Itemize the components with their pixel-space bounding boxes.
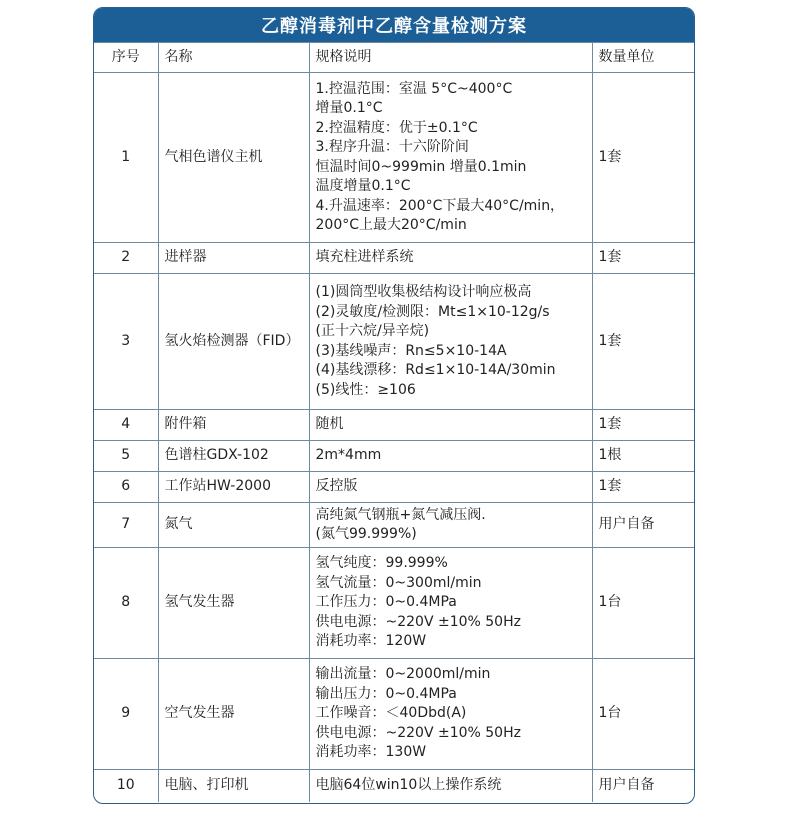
row-no: 6 bbox=[94, 472, 158, 503]
row-qty: 1套 bbox=[592, 472, 695, 503]
spec-line: 4.升温速率：200°C下最大40°C/min， bbox=[315, 197, 565, 214]
spec-line: 恒温时间0~999min 增量0.1min bbox=[315, 158, 527, 175]
row-name: 气相色谱仪主机 bbox=[158, 73, 309, 243]
row-name: 工作站HW-2000 bbox=[158, 472, 309, 503]
spec-line: 电脑64位win10以上操作系统 bbox=[315, 777, 502, 793]
spec-line: (氮气99.999%) bbox=[315, 526, 417, 542]
spec-line: 3.程序升温：十六阶阶间 bbox=[315, 139, 469, 155]
spec-line: 供电电源：~220V ±10% 50Hz bbox=[315, 613, 521, 630]
row-spec bbox=[309, 472, 592, 503]
spec-line: 填充柱进样系统 bbox=[315, 249, 414, 266]
spec-line: 工作压力：0~0.4MPa bbox=[315, 594, 457, 611]
table-row bbox=[94, 472, 695, 503]
spec-line: 反控版 bbox=[315, 478, 358, 495]
table-row bbox=[94, 73, 695, 243]
row-spec bbox=[309, 659, 592, 770]
spec-line: 1.控温范围：室温 5°C~400°C bbox=[315, 80, 513, 97]
row-no: 4 bbox=[94, 410, 158, 441]
row-no: 7 bbox=[94, 503, 158, 548]
table-row bbox=[94, 410, 695, 441]
spec-line: (2)灵敏度/检测限：Mt≤1×10-12g/s bbox=[315, 303, 550, 320]
table-row bbox=[94, 503, 695, 548]
spec-line: 高纯氮气钢瓶+氮气减压阀. bbox=[315, 506, 486, 523]
spec-line: (正十六烷/异辛烷) bbox=[315, 323, 430, 339]
spec-line: (5)线性：≥106 bbox=[315, 381, 416, 398]
table-row bbox=[94, 548, 695, 659]
spec-line: 随机 bbox=[315, 416, 344, 433]
header-name: 名称 bbox=[158, 43, 309, 73]
row-spec bbox=[309, 770, 592, 802]
spec-line: 200°C上最大20°C/min bbox=[315, 217, 467, 233]
equipment-table bbox=[94, 42, 695, 802]
row-name: 氮气 bbox=[158, 503, 309, 548]
row-qty: 1台 bbox=[592, 659, 695, 770]
header-no: 序号 bbox=[94, 43, 158, 73]
spec-line: 消耗功率：120W bbox=[315, 633, 427, 650]
row-qty: 用户自备 bbox=[592, 770, 695, 802]
header-row bbox=[94, 43, 695, 73]
row-name: 色谱柱GDX-102 bbox=[158, 441, 309, 472]
table-row bbox=[94, 441, 695, 472]
spec-line: 输出压力：0~0.4MPa bbox=[315, 685, 457, 702]
spec-line: 氢气纯度：99.999% bbox=[315, 555, 448, 572]
row-name: 空气发生器 bbox=[158, 659, 309, 770]
row-spec bbox=[309, 243, 592, 274]
spec-line: 工作噪音：＜40Dbd(A) bbox=[315, 705, 467, 722]
row-no: 3 bbox=[94, 274, 158, 410]
row-qty: 1套 bbox=[592, 410, 695, 441]
spec-line: 2m*4mm bbox=[315, 447, 382, 464]
row-spec bbox=[309, 274, 592, 410]
row-spec bbox=[309, 441, 592, 472]
row-qty: 1套 bbox=[592, 73, 695, 243]
row-no: 8 bbox=[94, 548, 158, 659]
row-name: 氢火焰检测器（FID） bbox=[158, 274, 309, 410]
table-row bbox=[94, 274, 695, 410]
header-qty: 数量单位 bbox=[592, 43, 695, 73]
table-row bbox=[94, 243, 695, 274]
spec-line: 温度增量0.1°C bbox=[315, 178, 411, 194]
spec-line: (3)基线噪声：Rn≤5×10-14A bbox=[315, 342, 507, 359]
row-qty: 1台 bbox=[592, 548, 695, 659]
header-spec: 规格说明 bbox=[309, 43, 592, 73]
spec-line: 输出流量：0~2000ml/min bbox=[315, 666, 491, 683]
row-name: 附件箱 bbox=[158, 410, 309, 441]
row-name: 氢气发生器 bbox=[158, 548, 309, 659]
row-spec bbox=[309, 410, 592, 441]
spec-line: (1)圆筒型收集极结构设计响应极高 bbox=[315, 284, 532, 300]
row-qty: 1套 bbox=[592, 243, 695, 274]
spec-line: 供电电源：~220V ±10% 50Hz bbox=[315, 724, 521, 741]
row-no: 10 bbox=[94, 770, 158, 802]
table-title: 乙醇消毒剂中乙醇含量检测方案 bbox=[94, 8, 694, 42]
spec-line: 2.控温精度：优于±0.1°C bbox=[315, 119, 478, 136]
row-spec bbox=[309, 548, 592, 659]
row-no: 2 bbox=[94, 243, 158, 274]
row-spec bbox=[309, 73, 592, 243]
table-row bbox=[94, 659, 695, 770]
spec-line: (4)基线漂移：Rd≤1×10-14A/30min bbox=[315, 362, 556, 378]
row-no: 1 bbox=[94, 73, 158, 243]
row-no: 9 bbox=[94, 659, 158, 770]
row-qty: 1根 bbox=[592, 441, 695, 472]
row-no: 5 bbox=[94, 441, 158, 472]
row-spec bbox=[309, 503, 592, 548]
spec-line: 消耗功率：130W bbox=[315, 744, 427, 761]
spec-line: 增量0.1°C bbox=[315, 100, 383, 116]
row-qty: 用户自备 bbox=[592, 503, 695, 548]
row-name: 电脑、打印机 bbox=[158, 770, 309, 802]
table-row bbox=[94, 770, 695, 802]
scheme-table-card bbox=[93, 7, 695, 804]
spec-line: 氢气流量：0~300ml/min bbox=[315, 574, 482, 591]
row-qty: 1套 bbox=[592, 274, 695, 410]
row-name: 进样器 bbox=[158, 243, 309, 274]
